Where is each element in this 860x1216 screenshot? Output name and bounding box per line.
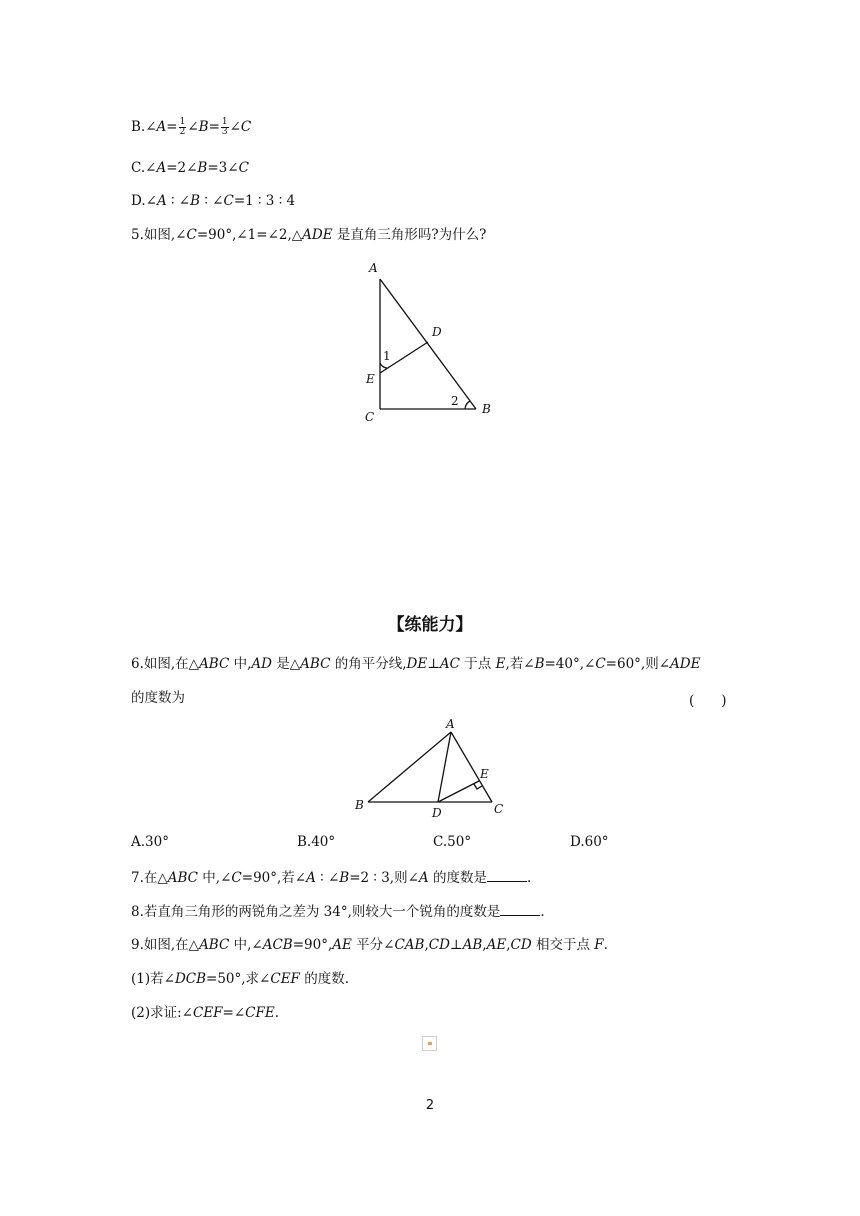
q6-label-d: D <box>432 806 442 820</box>
fraction-one-third: $\frac{1}{3}$ <box>221 117 228 137</box>
q6-figure <box>350 713 510 823</box>
q6-text-line2: 的度数为 <box>131 690 185 706</box>
q7-answer-blank <box>487 868 527 882</box>
q6-label-c: C <box>494 802 504 816</box>
q9-text-line1: 9.如图,在△ABC 中,∠ACB=90°,AE 平分∠CAB,CD⊥AB,AE,CD 相交于点 F. <box>131 937 608 953</box>
q6-label-a: A <box>446 717 455 731</box>
q8-text: 8.若直角三角形的两锐角之差为 34°,则较大一个锐角的度数是 . <box>131 904 545 920</box>
q5-label-a: A <box>369 261 378 275</box>
q6-right-angle-mark <box>474 784 482 789</box>
q6-segment-ad <box>438 732 451 802</box>
q6-label-b: B <box>355 798 364 812</box>
q5-label-e: E <box>366 372 375 386</box>
q6-option-c: C.50° <box>433 834 472 850</box>
q9-subquestion-1: (1)若∠DCB=50°,求∠CEF 的度数. <box>131 971 350 987</box>
q6-option-d: D.60° <box>570 834 609 850</box>
q5-angle-2-arc <box>465 401 470 409</box>
q5-label-b: B <box>482 402 491 416</box>
q8-answer-blank <box>500 902 540 916</box>
q6-side-ba <box>368 732 451 802</box>
q4-option-c: C.∠A=2∠B=3∠C <box>131 160 249 176</box>
q6-option-b: B.40° <box>297 834 336 850</box>
fraction-one-half: $\frac{1}{2}$ <box>179 117 186 137</box>
broken-image-icon <box>422 1036 437 1051</box>
page-number: 2 <box>425 1098 435 1113</box>
q6-segment-de <box>438 781 479 802</box>
q5-label-c: C <box>365 410 375 424</box>
q6-option-a: A.30° <box>131 834 169 850</box>
q5-figure <box>360 255 510 430</box>
q7-text: 7.在△ABC 中,∠C=90°,若∠A ∶ ∠B=2 ∶ 3,则∠A 的度数是 . <box>131 870 532 886</box>
section-title: 【练能力】 <box>387 615 473 635</box>
q6-text-line1: 6.如图,在△ABC 中,AD 是△ABC 的角平分线,DE⊥AC 于点 E,若∠B=40°,∠C=60°,则∠ADE <box>131 656 701 672</box>
q4-option-d: D.∠A ∶ ∠B ∶ ∠C=1 ∶ 3 ∶ 4 <box>131 193 296 209</box>
q5-angle-1-arc <box>380 363 387 368</box>
q5-label-angle-2: 2 <box>451 394 459 408</box>
q9-subquestion-2: (2)求证:∠CEF=∠CFE. <box>131 1005 280 1021</box>
q4-option-b: B.∠A= $\frac{1}{2}$ ∠B= $\frac{1}{3}$ ∠C <box>131 117 252 137</box>
q6-answer-paren: ( ) <box>689 693 727 709</box>
q5-text: 5.如图,∠C=90°,∠1=∠2,△ADE 是直角三角形吗?为什么? <box>131 227 487 243</box>
q5-side-ab <box>380 279 476 409</box>
q6-label-e: E <box>480 767 489 781</box>
q5-label-angle-1: 1 <box>383 349 391 363</box>
q5-label-d: D <box>432 325 442 339</box>
